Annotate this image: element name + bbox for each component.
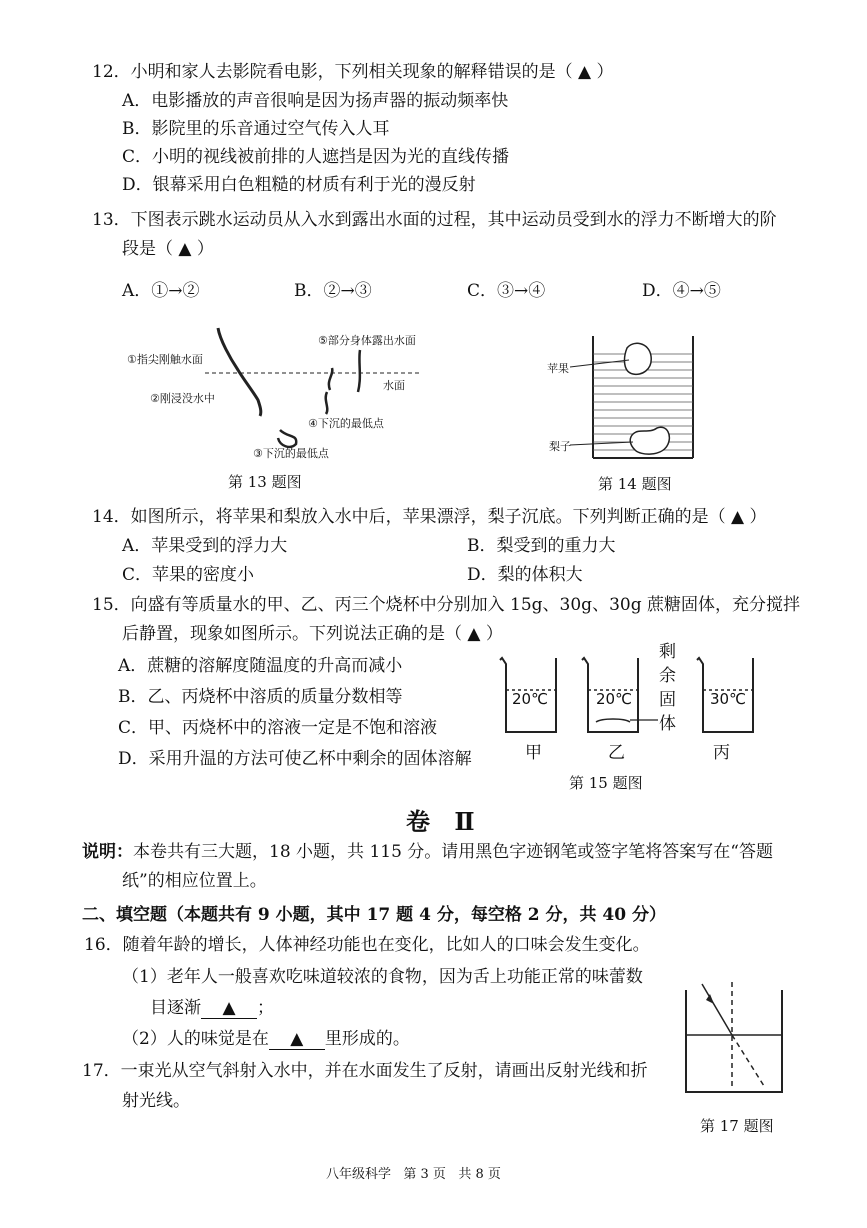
q16-stem: 16．随着年龄的增长，人体神经功能也在变化，比如人的口味会发生变化。: [84, 935, 650, 955]
q13-label-4: ④下沉的最低点: [308, 417, 384, 430]
q13-option-b: B．②→③: [294, 281, 372, 301]
q13-option-a: A．①→②: [122, 281, 200, 301]
q14-pear-label: 梨子: [549, 440, 571, 453]
q13-label-5: ⑤部分身体露出水面: [318, 334, 416, 347]
q16-blank-1[interactable]: ▲: [201, 998, 257, 1019]
q13-label-2: ②刚浸没水中: [150, 392, 215, 405]
volume2-note-line2: 纸”的相应位置上。: [122, 871, 267, 891]
volume2-note-line1: 说明：本卷共有三大题，18 小题，共 115 分。请用黑色字迹钢笔或签字笔将答案写在“答题: [82, 842, 773, 862]
q15-beaker1-temp: 20℃: [512, 690, 548, 708]
q14-option-a: A．苹果受到的浮力大: [122, 536, 288, 556]
q16-part2: （2）人的味觉是在 ▲ 里形成的。: [122, 1029, 410, 1049]
q17-stem-line2: 射光线。: [122, 1091, 190, 1111]
q13-stem-line1: 13．下图表示跳水运动员从入水到露出水面的过程，其中运动员受到水的浮力不断增大的阶: [92, 210, 777, 230]
q15-option-a: A．蔗糖的溶解度随温度的升高而减小: [118, 656, 403, 676]
q13-option-c: C．③→④: [467, 281, 546, 301]
q15-beaker3-name: 丙: [713, 743, 730, 763]
q12-option-b: B．影院里的乐音通过空气传入人耳: [122, 119, 390, 139]
q12-stem: 12．小明和家人去影院看电影，下列相关现象的解释错误的是（ ▲ ）: [92, 62, 614, 82]
q15-option-b: B．乙、丙烧杯中溶质的质量分数相等: [118, 687, 403, 707]
q15-option-d: D．采用升温的方法可使乙杯中剩余的固体溶解: [118, 749, 472, 769]
q13-label-3: ③下沉的最低点: [253, 447, 329, 460]
q12-option-c: C．小明的视线被前排的人遮挡是因为光的直线传播: [122, 147, 510, 167]
q14-apple-label: 苹果: [547, 362, 569, 375]
page-footer: 八年级科学 第 3 页 共 8 页: [326, 1167, 501, 1182]
q12-option-d: D．银幕采用白色粗糙的材质有利于光的漫反射: [122, 175, 476, 195]
q14-option-c: C．苹果的密度小: [122, 565, 255, 585]
q17-stem-line1: 17．一束光从空气斜射入水中，并在水面发生了反射，请画出反射光线和折: [82, 1061, 648, 1081]
q13-stem-line2: 段是（ ▲ ）: [122, 239, 214, 259]
q16-part1-line2: 目逐渐 ▲ ；: [150, 998, 274, 1018]
section-heading: 二、填空题（本题共有 9 小题，其中 17 题 4 分，每空格 2 分，共 40 分）: [82, 905, 666, 925]
q14-option-b: B．梨受到的重力大: [467, 536, 616, 556]
q14-option-d: D．梨的体积大: [467, 565, 583, 585]
q15-beaker2-temp: 20℃: [596, 690, 632, 708]
q16-part1-line1: （1）老年人一般喜欢吃味道较浓的食物，因为舌上功能正常的味蕾数: [122, 967, 643, 987]
q15-stem-line2: 后静置，现象如图所示。下列说法正确的是（ ▲ ）: [122, 624, 503, 644]
q15-beaker3-temp: 30℃: [710, 690, 746, 708]
q13-caption: 第 13 题图: [228, 473, 302, 491]
q13-option-d: D．④→⑤: [642, 281, 721, 301]
q13-label-1: ①指尖刚触水面: [127, 353, 203, 366]
q15-caption: 第 15 题图: [569, 774, 643, 792]
q16-blank-2[interactable]: ▲: [269, 1029, 325, 1050]
q14-caption: 第 14 题图: [598, 475, 672, 493]
q12-option-a: A．电影播放的声音很响是因为扬声器的振动频率快: [122, 91, 509, 111]
q15-beaker2-name: 乙: [608, 743, 625, 763]
q15-option-c: C．甲、丙烧杯中的溶液一定是不饱和溶液: [118, 718, 438, 738]
q15-stem-line1: 15．向盛有等质量水的甲、乙、丙三个烧杯中分别加入 15g、30g、30g 蔗糖固体，充分搅拌: [92, 595, 800, 615]
q17-light-figure: [680, 980, 790, 1110]
q15-beaker1-name: 甲: [525, 743, 542, 763]
q14-stem: 14．如图所示，将苹果和梨放入水中后，苹果漂浮，梨子沉底。下列判断正确的是（ ▲ ）: [92, 507, 767, 527]
volume2-title: 卷 Ⅱ: [406, 807, 483, 836]
q17-caption: 第 17 题图: [700, 1117, 774, 1135]
q15-solid-label: 剩 余 固 体: [659, 642, 676, 734]
q13-water-label: 水面: [383, 379, 405, 392]
